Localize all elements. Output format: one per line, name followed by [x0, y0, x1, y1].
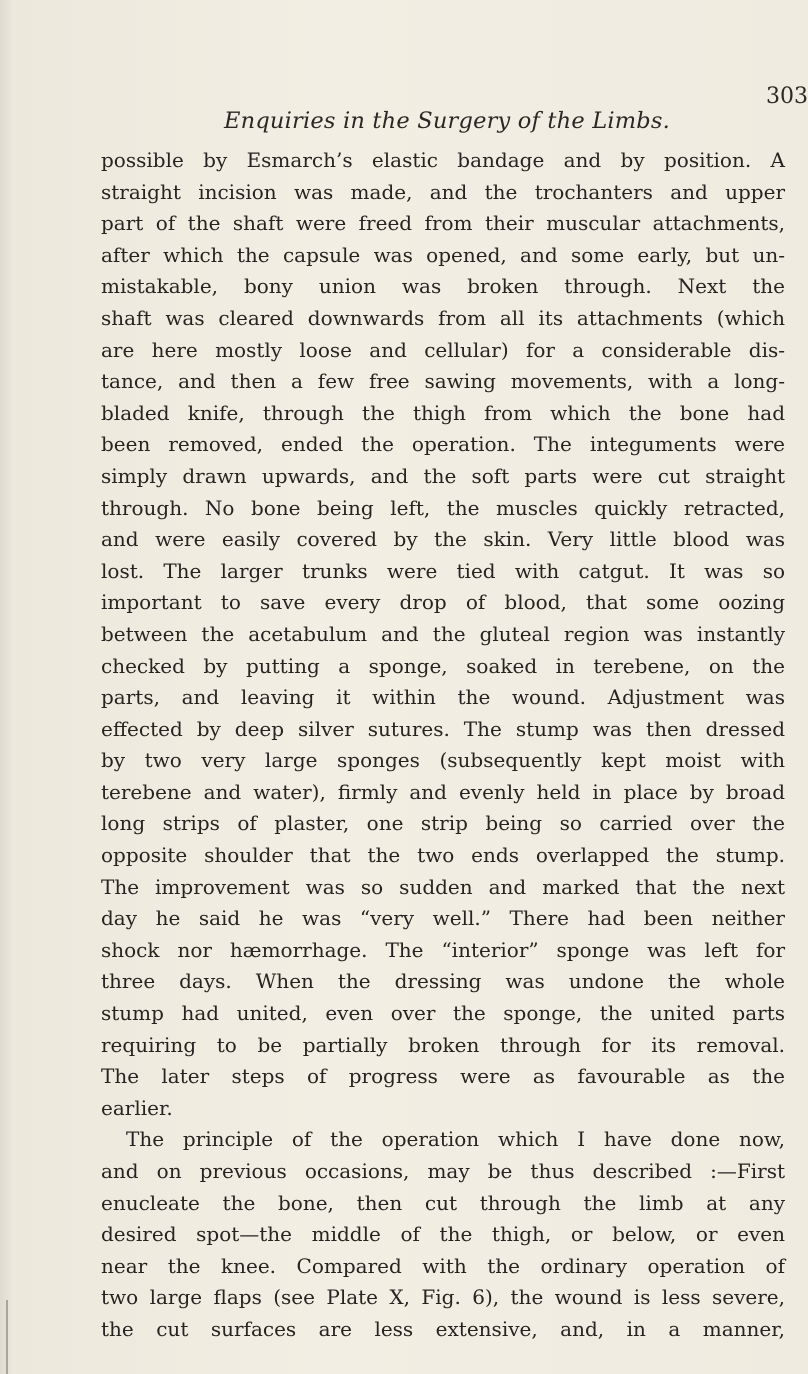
text-line: part of the shaft were freed from their muscular attachments,: [101, 211, 785, 236]
text-line: through. No bone being left, the muscles quickly retracted,: [101, 495, 785, 520]
text-line: earlier.: [101, 1095, 173, 1120]
text-line: and were easily covered by the skin. Very little blood was: [101, 527, 785, 552]
text-line: been removed, ended the operation. The integuments were: [101, 432, 785, 457]
text-line: straight incision was made, and the trochanters and upper: [101, 179, 785, 204]
text-line: the cut surfaces are less extensive, and, in a manner,: [101, 1316, 785, 1341]
text-line: important to save every drop of blood, that some oozing: [101, 590, 785, 615]
text-line: possible by Esmarch’s elastic bandage and by position. A: [101, 148, 785, 172]
text-line: near the knee. Compared with the ordinary operation of: [101, 1253, 785, 1278]
paragraph-1: [101, 145, 785, 1124]
text-line: three days. When the dressing was undone the whole: [101, 969, 785, 994]
text-line: and on previous occasions, may be thus described :—First: [101, 1159, 785, 1183]
text-line: effected by deep silver sutures. The stump was then dressed: [101, 716, 785, 741]
text-line: long strips of plaster, one strip being so carried over the: [101, 811, 785, 836]
text-line: two large flaps (see Plate X, Fig. 6), the wound is less severe,: [101, 1285, 785, 1310]
text-line: desired spot—the middle of the thigh, or below, or even: [101, 1222, 785, 1247]
text-line: stump had united, even over the sponge, the united parts: [101, 1001, 785, 1026]
text-line: checked by putting a sponge, soaked in terebene, on the: [101, 653, 785, 678]
text-line: tance, and then a few free sawing movements, with a long-: [101, 369, 785, 394]
text-line: shock nor hæmorrhage. The “interior” sponge was left for: [101, 937, 785, 962]
text-line: enucleate the bone, then cut through the limb at any: [101, 1190, 785, 1215]
text-line: parts, and leaving it within the wound. Adjustment was: [101, 685, 785, 710]
running-head: Enquiries in the Surgery of the Limbs.: [224, 108, 671, 134]
page-number: 303: [766, 84, 808, 109]
text-line: requiring to be partially broken through for its removal.: [101, 1032, 785, 1057]
body-text: [101, 145, 785, 1346]
text-line: are here mostly loose and cellular) for a considerable dis-: [101, 337, 785, 362]
text-line: shaft was cleared downwards from all its attachments (which: [101, 305, 785, 330]
text-line: bladed knife, through the thigh from which the bone had: [101, 400, 785, 425]
text-line: between the acetabulum and the gluteal region was instantly: [101, 621, 785, 646]
page-edge-mark: [6, 1300, 8, 1374]
page-edge-shadow: [0, 0, 14, 1374]
text-line: day he said he was “very well.” There had been neither: [101, 906, 785, 931]
text-line: mistakable, bony union was broken through. Next the: [101, 274, 785, 299]
text-line: after which the capsule was opened, and some early, but un-: [101, 242, 785, 267]
text-line: by two very large sponges (subsequently kept moist with: [101, 748, 785, 773]
text-line: The later steps of progress were as favourable as the: [101, 1064, 785, 1089]
text-line: terebene and water), firmly and evenly held in place by broad: [101, 779, 785, 804]
paragraph-2: [101, 1124, 785, 1345]
text-line: lost. The larger trunks were tied with catgut. It was so: [101, 558, 785, 583]
text-line: The principle of the operation which I have done now,: [126, 1127, 785, 1152]
text-line: The improvement was so sudden and marked that the next: [101, 874, 785, 899]
text-line: opposite shoulder that the two ends overlapped the stump.: [101, 843, 785, 868]
text-line: simply drawn upwards, and the soft parts were cut straight: [101, 463, 785, 488]
